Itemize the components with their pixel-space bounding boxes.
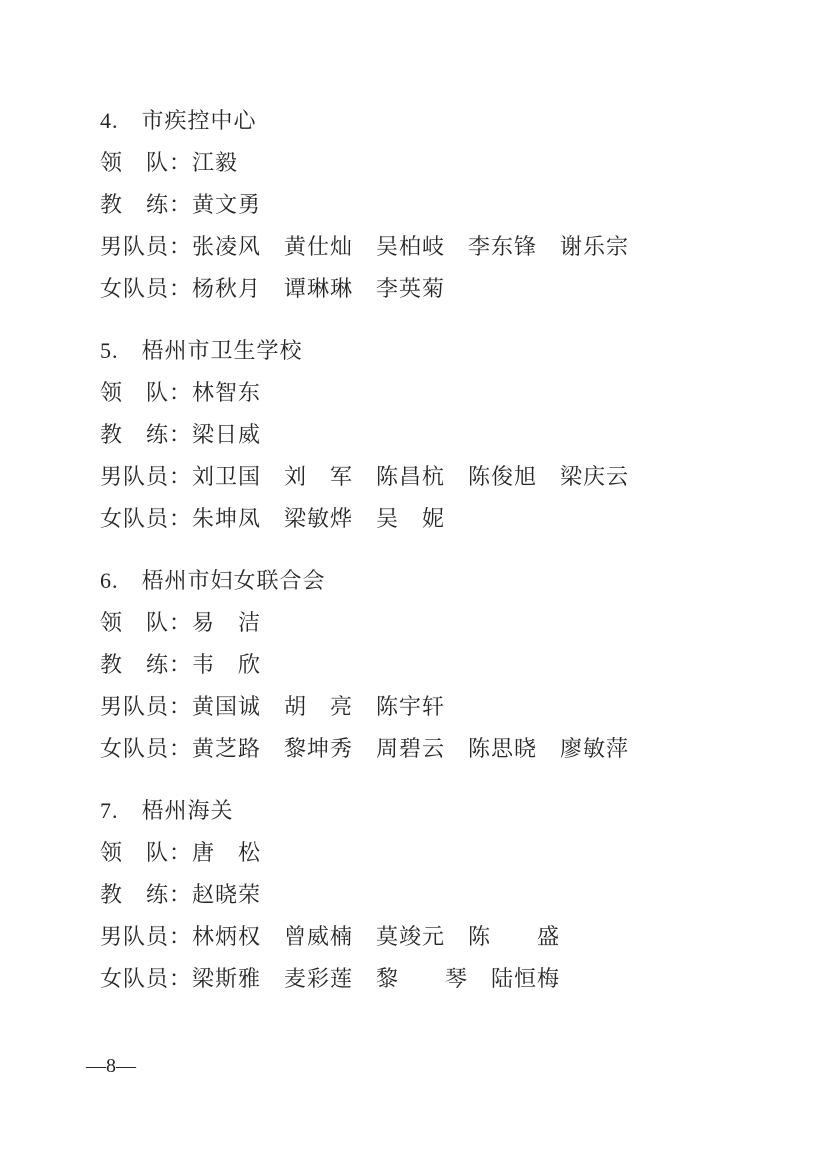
- female-members-label: 女队员：: [100, 736, 193, 761]
- male-members-line: [100, 696, 629, 718]
- leader-names: 江毅: [192, 150, 239, 175]
- coach-label: 教 练：: [100, 192, 193, 217]
- coach-line: [100, 884, 629, 906]
- leader-names: 易 洁: [192, 610, 262, 635]
- female-members-names: 梁斯雅 麦彩莲 黎 琴 陆恒梅: [192, 966, 561, 991]
- male-members-names: 刘卫国 刘 军 陈昌杭 陈俊旭 梁庆云: [192, 464, 630, 489]
- team-section-health-school: [100, 340, 629, 530]
- leader-names: 林智东: [192, 380, 262, 405]
- coach-label: 教 练：: [100, 652, 193, 677]
- coach-names: 梁日威: [192, 422, 262, 447]
- female-members-line: [100, 738, 629, 760]
- male-members-line: [100, 926, 629, 948]
- team-section-cdc: [100, 110, 629, 300]
- coach-names: 韦 欣: [192, 652, 262, 677]
- male-members-line: [100, 236, 629, 258]
- leader-label: 领 队：: [100, 150, 193, 175]
- coach-names: 黄文勇: [192, 192, 262, 217]
- team-section-customs: [100, 800, 629, 990]
- female-members-line: [100, 278, 629, 300]
- female-members-label: 女队员：: [100, 506, 193, 531]
- leader-line: [100, 152, 629, 174]
- female-members-label: 女队员：: [100, 966, 193, 991]
- coach-line: [100, 194, 629, 216]
- coach-line: [100, 654, 629, 676]
- female-members-names: 朱坤凤 梁敏烨 吴 妮: [192, 506, 446, 531]
- leader-line: [100, 612, 629, 634]
- leader-line: [100, 382, 629, 404]
- section-heading: 5. 梧州市卫生学校: [100, 338, 303, 363]
- section-heading: 6. 梧州市妇女联合会: [100, 568, 326, 593]
- leader-label: 领 队：: [100, 840, 193, 865]
- male-members-label: 男队员：: [100, 464, 193, 489]
- male-members-label: 男队员：: [100, 234, 193, 259]
- section-heading: 7. 梧州海关: [100, 798, 234, 823]
- leader-label: 领 队：: [100, 610, 193, 635]
- leader-label: 领 队：: [100, 380, 193, 405]
- female-members-names: 杨秋月 谭琳琳 李英菊: [192, 276, 446, 301]
- page-content: [100, 110, 629, 1030]
- male-members-names: 林炳权 曾威楠 莫竣元 陈 盛: [192, 924, 561, 949]
- male-members-label: 男队员：: [100, 924, 193, 949]
- coach-label: 教 练：: [100, 422, 193, 447]
- team-section-womens-federation: [100, 570, 629, 760]
- male-members-names: 张凌风 黄仕灿 吴柏岐 李东锋 谢乐宗: [192, 234, 630, 259]
- male-members-label: 男队员：: [100, 694, 193, 719]
- male-members-line: [100, 466, 629, 488]
- coach-names: 赵晓荣: [192, 882, 262, 907]
- coach-label: 教 练：: [100, 882, 193, 907]
- female-members-label: 女队员：: [100, 276, 193, 301]
- female-members-line: [100, 968, 629, 990]
- coach-line: [100, 424, 629, 446]
- male-members-names: 黄国诚 胡 亮 陈宇轩: [192, 694, 446, 719]
- female-members-names: 黄芝路 黎坤秀 周碧云 陈思晓 廖敏萍: [192, 736, 630, 761]
- leader-names: 唐 松: [192, 840, 262, 865]
- page-number: —8—: [86, 1055, 136, 1077]
- section-heading: 4. 市疾控中心: [100, 108, 257, 133]
- leader-line: [100, 842, 629, 864]
- female-members-line: [100, 508, 629, 530]
